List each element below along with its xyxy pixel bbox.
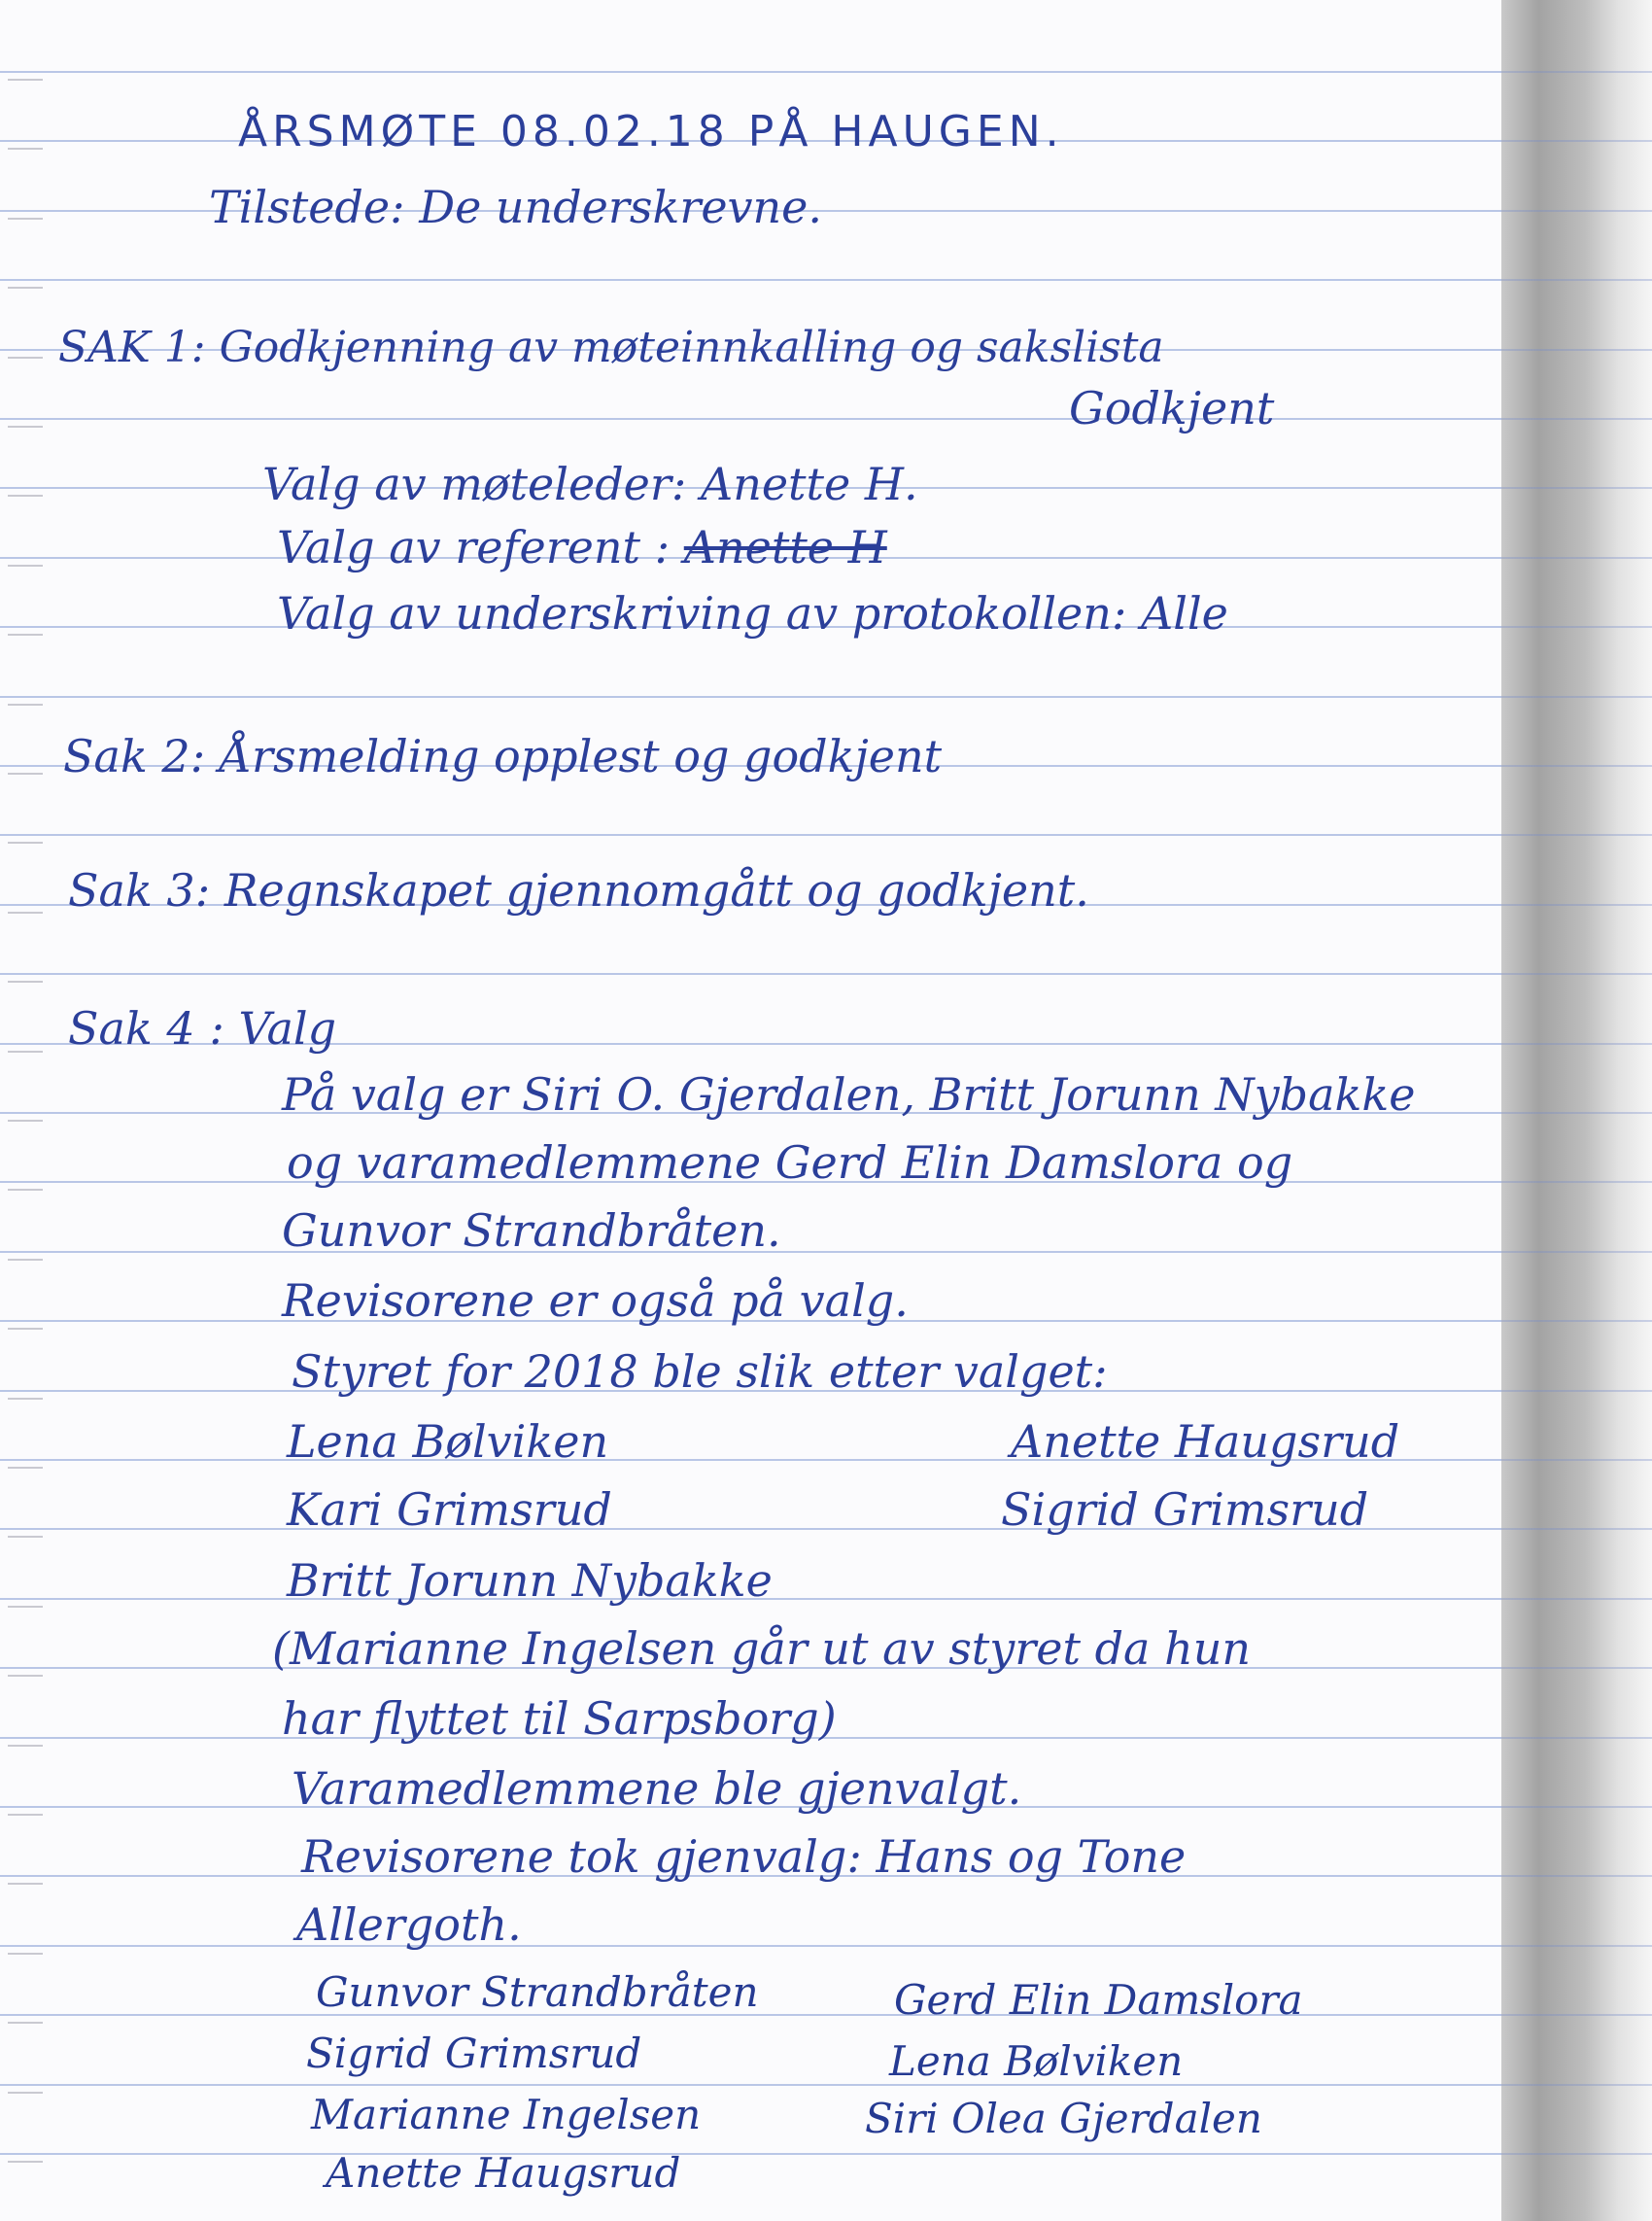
sak4-line: Allergoth. [296,1898,522,1951]
binding-line [1501,1667,1652,1669]
binding-line [1501,696,1652,698]
binding-line [1501,487,1652,489]
ruled-line [0,71,1516,73]
ruled-line [0,279,1516,281]
board-member: Anette Haugsrud [1011,1415,1400,1468]
margin-tick [8,981,43,983]
margin-tick [8,2022,43,2024]
margin-tick [8,1259,43,1261]
sak4-line: På valg er Siri O. Gjerdalen, Britt Jorunn Nybakke [282,1068,1416,1121]
sak4-line: har flyttet til Sarpsborg) [282,1692,837,1745]
binding-line [1501,349,1652,351]
binding-line [1501,765,1652,767]
binding-line [1501,140,1652,142]
signature: Siri Olea Gjerdalen [865,2095,1262,2142]
margin-tick [8,287,43,289]
ruled-line [0,696,1516,698]
margin-tick [8,1051,43,1053]
sak4-line: Revisorene tok gjenvalg: Hans og Tone [301,1830,1187,1883]
board-member: Kari Grimsrud [287,1483,612,1536]
margin-tick [8,495,43,497]
margin-tick [8,1606,43,1608]
binding-line [1501,2014,1652,2016]
margin-tick [8,1675,43,1677]
margin-tick [8,148,43,150]
binding-line [1501,1251,1652,1253]
binding-line [1501,1459,1652,1461]
margin-tick [8,704,43,706]
margin-tick [8,1120,43,1122]
ruled-line [0,1945,1516,1947]
sak1-referent-value: Anette H [683,521,887,573]
margin-tick [8,912,43,914]
margin-tick [8,842,43,844]
margin-tick [8,1745,43,1747]
binding-line [1501,1390,1652,1392]
signature: Gerd Elin Damslora [894,1976,1303,2024]
sak2-line: Sak 2: Årsmelding opplest og godkjent [63,730,943,782]
margin-tick [8,79,43,81]
sak1-referent-label: Valg av referent : [277,521,671,573]
sak4-heading: Sak 4 : Valg [68,1002,337,1055]
board-member: Sigrid Grimsrud [1001,1483,1369,1536]
binding-line [1501,2153,1652,2155]
binding-line [1501,1806,1652,1808]
sak4-line: og varamedlemmene Gerd Elin Damslora og [287,1136,1293,1189]
sak4-line: (Marianne Ingelsen går ut av styret da hun [272,1622,1251,1675]
binding-line [1501,2084,1652,2086]
sak4-line: Varamedlemmene ble gjenvalgt. [292,1762,1022,1815]
binding-line [1501,210,1652,212]
board-member: Britt Jorunn Nybakke [287,1554,773,1607]
sak1-protocol: Valg av underskriving av protokollen: Alle [277,587,1228,640]
signature: Sigrid Grimsrud [306,2030,642,2077]
sak3-line: Sak 3: Regnskapet gjennomgått og godkjent. [68,864,1089,917]
margin-tick [8,1814,43,1816]
board-member: Lena Bølviken [287,1415,609,1468]
margin-tick [8,1328,43,1330]
margin-tick [8,773,43,775]
margin-tick [8,357,43,359]
sak1-result: Godkjent [1069,382,1275,434]
binding-line [1501,973,1652,975]
sak4-line: Revisorene er også på valg. [282,1274,909,1327]
binding-line [1501,1112,1652,1114]
meeting-title: ÅRSMØTE 08.02.18 PÅ HAUGEN. [238,107,1064,156]
margin-tick [8,2161,43,2163]
binding-line [1501,1181,1652,1183]
binding-line [1501,71,1652,73]
signature: Marianne Ingelsen [311,2091,702,2138]
binding-line [1501,1945,1652,1947]
binding-line [1501,1598,1652,1600]
binding-line [1501,1528,1652,1530]
ruled-line [0,2084,1516,2086]
ruled-line [0,2153,1516,2155]
binding-line [1501,1875,1652,1877]
margin-tick [8,1953,43,1955]
margin-tick [8,634,43,636]
binding-line [1501,834,1652,836]
sak1-heading: SAK 1: Godkjenning av møteinnkalling og sakslista [58,323,1164,372]
margin-tick [8,1536,43,1538]
binding-line [1501,1043,1652,1045]
notebook-binding [1501,0,1652,2221]
binding-line [1501,1737,1652,1739]
binding-line [1501,279,1652,281]
binding-line [1501,1320,1652,1322]
binding-line [1501,626,1652,628]
margin-tick [8,1883,43,1885]
signature: Gunvor Strandbråten [316,1968,759,2016]
margin-tick [8,218,43,220]
margin-tick [8,1398,43,1400]
sak4-line: Gunvor Strandbråten. [282,1204,781,1257]
ruled-line [0,418,1516,420]
signature: Lena Bølviken [889,2037,1184,2085]
attendance-line: Tilstede: De underskrevne. [209,181,822,233]
margin-tick [8,1189,43,1191]
binding-line [1501,904,1652,906]
sak1-referent [277,520,887,574]
binding-line [1501,418,1652,420]
sak1-moderator: Valg av møteleder: Anette H. [262,458,918,510]
margin-tick [8,426,43,428]
margin-tick [8,565,43,567]
binding-line [1501,557,1652,559]
ruled-line [0,973,1516,975]
margin-tick [8,1467,43,1469]
signature: Anette Haugsrud [326,2149,681,2197]
sak4-line: Styret for 2018 ble slik etter valget: [292,1345,1108,1398]
ruled-line [0,834,1516,836]
margin-tick [8,2092,43,2094]
